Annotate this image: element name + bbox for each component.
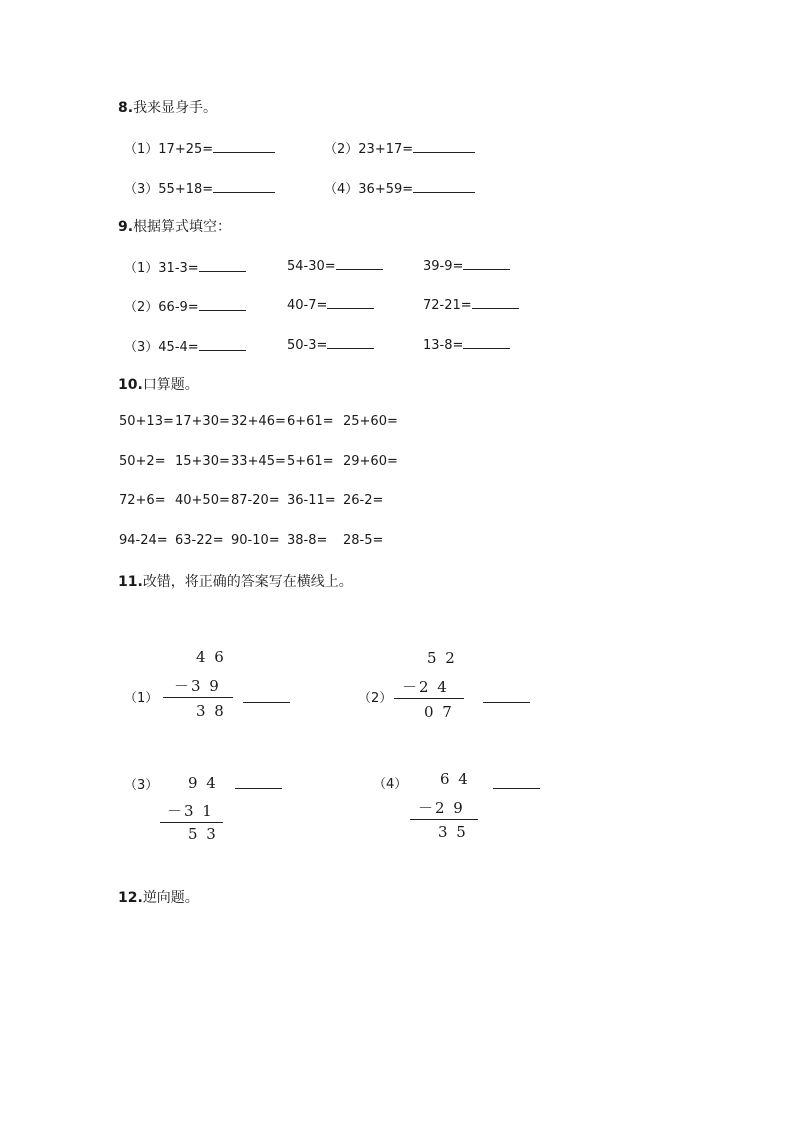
q10-expr: 17+30= [175, 414, 230, 429]
q9-expr: 13-8= [423, 338, 464, 353]
q10-expr: 32+46= [231, 414, 286, 429]
q10-number: 10. [118, 377, 143, 393]
q11-p2-answer-line[interactable] [483, 702, 530, 703]
q10-expr: 25+60= [343, 414, 398, 429]
answer-blank[interactable] [463, 336, 510, 349]
q10-expr: 50+13= [119, 414, 174, 429]
q11-title: 改错，将正确的答案写在横线上。 [142, 574, 353, 590]
q9-row2-col2 [287, 296, 374, 313]
q9-expr: 50-3= [287, 338, 328, 353]
q11-p1-top: 4 6 [196, 648, 226, 666]
q9-number: 9. [118, 219, 134, 235]
q10-expr: 38-8= [287, 533, 328, 548]
q9-expr: 72-21= [423, 298, 472, 313]
q11-p4-middle: －2 9 [418, 799, 465, 817]
q10-expr: 26-2= [343, 493, 384, 508]
answer-blank[interactable] [472, 296, 519, 309]
q9-row1-col1 [124, 257, 246, 276]
q10-expr: 15+30= [175, 454, 230, 469]
q8-item-1 [124, 138, 275, 157]
answer-blank[interactable] [327, 296, 374, 309]
q8-item-2-text: （2）23+17= [324, 142, 414, 157]
q10-title: 口算题。 [142, 377, 199, 393]
answer-blank[interactable] [413, 140, 475, 153]
q10-expr: 5+61= [287, 454, 334, 469]
q8-heading [118, 97, 217, 117]
q11-p1-answer-line[interactable] [243, 702, 290, 703]
q8-item-4-text: （4）36+59= [324, 182, 414, 197]
q11-p4-answer-line[interactable] [493, 788, 540, 789]
q11-p3-answer-line[interactable] [235, 788, 282, 789]
answer-blank[interactable] [199, 298, 246, 311]
q11-p1-rule [163, 697, 233, 698]
answer-blank[interactable] [199, 338, 246, 351]
q12-title: 逆向题。 [142, 890, 199, 906]
q12-heading [118, 887, 199, 907]
q8-title: 我来显身手。 [133, 100, 218, 116]
q10-expr: 29+60= [343, 454, 398, 469]
q11-p3-top: 9 4 [188, 774, 218, 792]
q10-expr: 6+61= [287, 414, 334, 429]
q11-number: 11. [118, 574, 143, 590]
q11-p2-result: 0 7 [424, 703, 454, 721]
q10-expr: 28-5= [343, 533, 384, 548]
q10-expr: 40+50= [175, 493, 230, 508]
answer-blank[interactable] [327, 336, 374, 349]
q11-p3-label: （3） [124, 778, 159, 793]
answer-blank[interactable] [336, 257, 383, 270]
q9-expr: 40-7= [287, 298, 328, 313]
q8-item-3 [124, 178, 275, 197]
q11-p2-middle: －2 4 [402, 678, 449, 696]
q11-p4-rule [410, 819, 478, 820]
q11-p3-rule [160, 822, 223, 823]
q9-row1-col3 [423, 257, 510, 274]
q8-item-4 [324, 178, 475, 197]
q11-p3-middle: －3 1 [167, 802, 214, 820]
q9-row3-col3 [423, 336, 510, 353]
q9-expr: （3）45-4= [124, 340, 199, 355]
q11-heading [118, 571, 353, 591]
q9-row3-col1 [124, 336, 246, 355]
q10-expr: 36-11= [287, 493, 336, 508]
q10-expr: 87-20= [231, 493, 280, 508]
q11-p4-result: 3 5 [438, 823, 468, 841]
q10-heading [118, 374, 199, 394]
answer-blank[interactable] [213, 140, 275, 153]
q9-row3-col2 [287, 336, 374, 353]
q8-item-1-text: （1）17+25= [124, 142, 214, 157]
q10-expr: 90-10= [231, 533, 280, 548]
q9-title: 根据算式填空： [133, 219, 232, 235]
q9-row2-col1 [124, 296, 246, 315]
q9-heading [118, 216, 231, 236]
q11-p4-top: 6 4 [440, 770, 470, 788]
q11-p2-rule [394, 698, 464, 699]
q8-item-2 [324, 138, 475, 157]
q10-expr: 33+45= [231, 454, 286, 469]
q9-row1-col2 [287, 257, 383, 274]
q11-p2-label: （2） [358, 691, 393, 706]
q10-expr: 63-22= [175, 533, 224, 548]
q10-expr: 72+6= [119, 493, 166, 508]
q11-p1-result: 3 8 [196, 702, 226, 720]
q11-p1-middle: －3 9 [174, 677, 221, 695]
q9-expr: 54-30= [287, 259, 336, 274]
q11-p4-label: （4） [373, 777, 408, 792]
q11-p1-label: （1） [124, 691, 159, 706]
answer-blank[interactable] [199, 259, 246, 272]
q12-number: 12. [118, 890, 143, 906]
q9-expr: （1）31-3= [124, 261, 199, 276]
answer-blank[interactable] [413, 180, 475, 193]
answer-blank[interactable] [463, 257, 510, 270]
answer-blank[interactable] [213, 180, 275, 193]
q9-expr: 39-9= [423, 259, 464, 274]
q9-row2-col3 [423, 296, 519, 313]
q11-p3-result: 5 3 [188, 825, 218, 843]
q11-p2-top: 5 2 [427, 649, 457, 667]
q8-number: 8. [118, 100, 134, 116]
q8-item-3-text: （3）55+18= [124, 182, 214, 197]
q10-expr: 94-24= [119, 533, 168, 548]
q9-expr: （2）66-9= [124, 300, 199, 315]
q10-expr: 50+2= [119, 454, 166, 469]
